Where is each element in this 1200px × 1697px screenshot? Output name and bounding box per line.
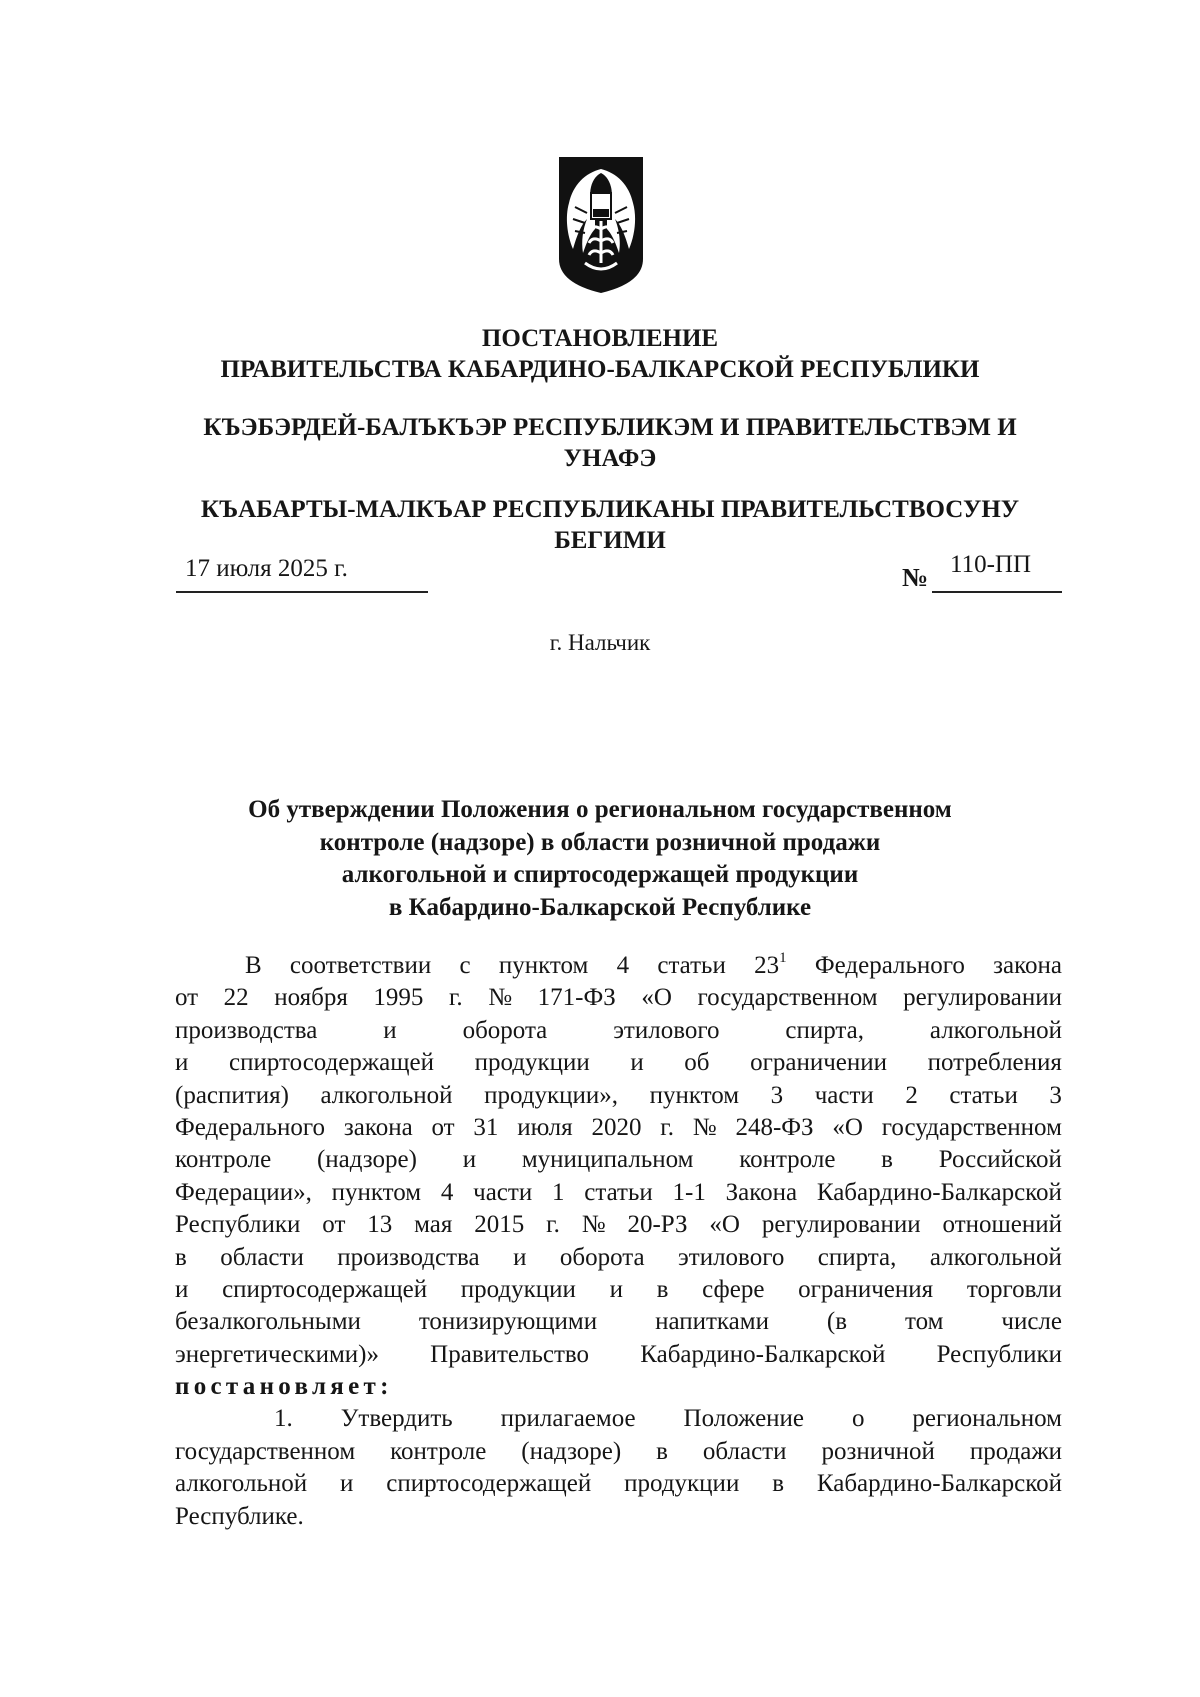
header-russian [150,323,1050,385]
body-line: контроле (надзоре) и муниципальном контроле в Российской [175,1146,1062,1174]
title-line: контроле (надзоре) в области розничной продажи [319,828,881,856]
decree-word: постановляет: [175,1373,393,1401]
body-line: безалкогольными тонизирующими напитками (в том числе [175,1308,1062,1336]
document-body [175,950,1062,1533]
body-text: В соответствии с пунктом 4 статьи 23 [245,952,780,979]
header-kabardian-line1: КЪЭБЭРДЕЙ-БАЛЪКЪЭР РЕСПУБЛИКЭМ И ПРАВИТЕЛЬСТВЭМ И [203,414,1017,441]
header-karachay-balkar [185,494,1035,556]
body-line: Республике. [175,1502,304,1530]
body-text: Федерального закона [786,952,1062,979]
body-line: Федерации», пунктом 4 части 1 статьи 1-1 Закона Кабардино-Балкарской [175,1178,1062,1206]
date-underline [176,591,428,593]
body-line: Федерального закона от 31 июля 2020 г. № 248-ФЗ «О государственном [175,1113,1062,1141]
body-line: энергетическими)» Правительство Кабардино-Балкарской Республики [175,1340,1062,1368]
body-line: в области производства и оборота этилового спирта, алкогольной [175,1243,1062,1271]
number-sign: № [902,563,929,592]
body-line: (распития) алкогольной продукции», пунктом 3 части 2 статьи 3 [175,1081,1062,1109]
title-line: алкогольной и спиртосодержащей продукции [341,861,859,888]
body-line: Республики от 13 мая 2015 г. № 20-РЗ «О регулировании отношений [175,1211,1062,1239]
header-balkar-line2: БЕГИМИ [554,527,666,554]
header-kabardian [185,412,1035,474]
body-line: государственном контроле (надзоре) в области розничной продажи [175,1437,1062,1465]
header-decree-title: ПОСТАНОВЛЕНИЕ [481,325,719,352]
document-title [150,794,1050,924]
body-line: 1. Утвердить прилагаемое Положение о региональном [274,1405,1062,1433]
title-line: Об утверждении Положения о региональном государственном [248,796,952,823]
superscript: 1 [779,950,787,966]
body-line: алкогольной и спиртосодержащей продукции в Кабардино-Балкарской [175,1470,1062,1498]
title-line: в Кабардино-Балкарской Республике [388,893,812,921]
body-line: и спиртосодержащей продукции и в сфере ограничения торговли [175,1275,1062,1303]
header-kabardian-line2: УНАФЭ [563,445,657,472]
header-balkar-line1: КЪАБАРТЫ-МАЛКЪАР РЕСПУБЛИКАНЫ ПРАВИТЕЛЬСТВОСУНУ [200,496,1020,523]
city-name: г. Нальчик [549,630,651,655]
decree-number: 110-ПП [950,551,1032,578]
body-line: производства и оборота этилового спирта, алкогольной [175,1016,1062,1044]
header-government-name: ПРАВИТЕЛЬСТВА КАБАРДИНО-БАЛКАРСКОЙ РЕСПУБЛИКИ [220,356,980,383]
coat-of-arms-emblem [555,155,647,295]
body-line [175,950,1062,982]
body-line: и спиртосодержащей продукции и об ограничении потребления [175,1049,1062,1077]
decree-date: 17 июля 2025 г. [185,555,348,582]
number-underline [932,591,1062,593]
body-line: от 22 ноября 1995 г. № 171-ФЗ «О государственном регулировании [175,984,1062,1012]
